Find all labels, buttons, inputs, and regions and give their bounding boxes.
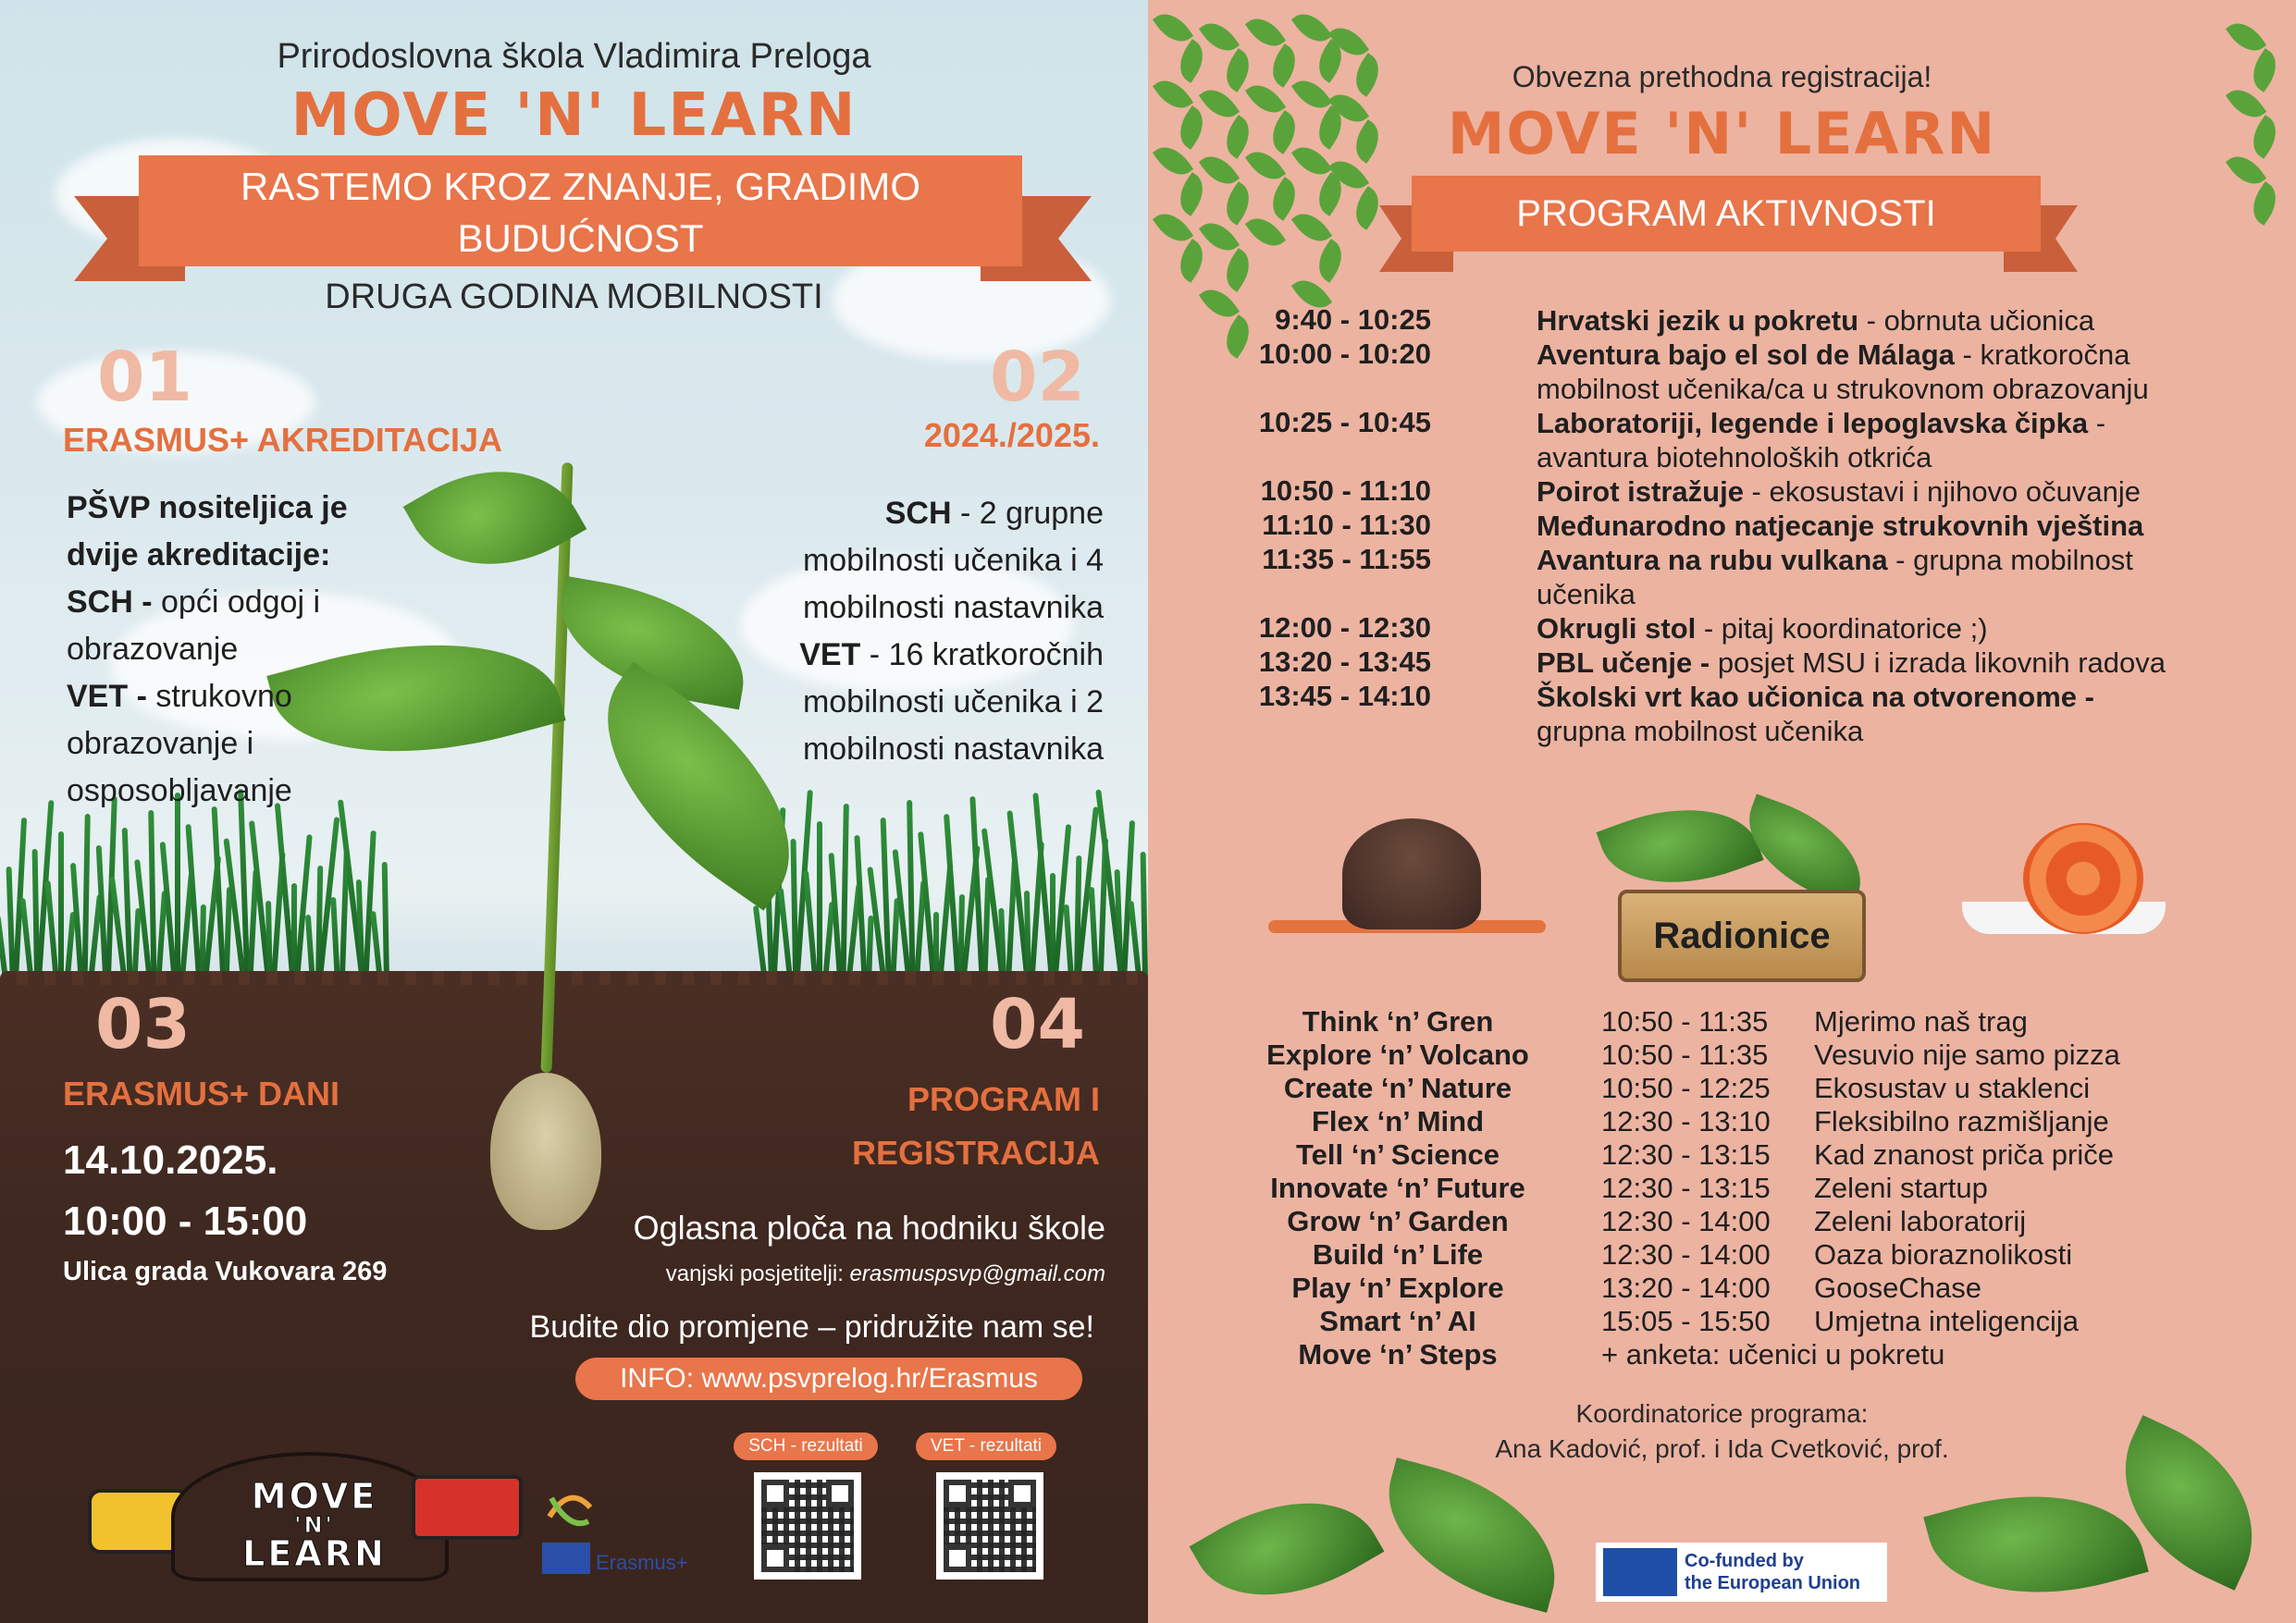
workshop-row [1148,1039,2296,1072]
slogan-ribbon [139,155,1022,266]
schedule-time: 12:00 - 12:30 [1258,611,1431,644]
workshop-time: 12:30 - 13:15 [1601,1172,1771,1204]
workshop-row [1148,1272,2296,1305]
leaf-decoration [1190,1463,1385,1623]
workshop-time: 13:20 - 14:00 [1601,1272,1771,1304]
vet-label: VET [799,637,861,672]
section-title: ERASMUS+ AKREDITACIJA [63,421,503,459]
workshop-time: 10:50 - 12:25 [1601,1072,1771,1104]
workshop-row [1148,1338,2296,1371]
qr-label: VET - rezultati [916,1432,1056,1460]
activity-detail: - obrnuta učionica [1858,304,2095,337]
workshop-row [1148,1205,2296,1238]
workshop-title: Umjetna inteligencija [1814,1305,2080,1337]
activity-detail: - kratkoročna [1954,338,2130,371]
text-line: - 2 grupne [951,496,1104,531]
eu-text [1685,1550,1860,1594]
coordinators [1148,1396,2296,1467]
qr-code-vet[interactable] [936,1472,1043,1580]
sch-label: SCH - [67,584,153,620]
mobility-text [715,490,1104,773]
workshop-name: Build ‘n’ Life [1312,1238,1484,1271]
workshop-name: Smart ‘n’ AI [1319,1305,1476,1337]
activity-title: PBL učenje - [1537,646,1710,679]
title-line: PROGRAM I [907,1080,1100,1118]
section-number: 02 [990,338,1085,417]
activity-title: Međunarodno natjecanje strukovnih vještina [1537,510,2144,542]
text-line: opći odgoj i [152,584,321,620]
activity-title: Poirot istražuje [1537,475,1744,508]
eu-cofunded-badge [1596,1543,1887,1602]
activity-title: Avantura na rubu vulkana [1537,544,1888,576]
logo-line: MOVE [251,1476,378,1517]
workshop-name: Move ‘n’ Steps [1298,1338,1498,1371]
workshop-time: 12:30 - 14:00 [1601,1205,1771,1237]
leaf-decoration [1923,1465,2149,1623]
workshops-sign: Radionice [1618,890,1866,982]
activity-detail-line: grupna mobilnost učenika [1537,715,1864,747]
erasmus-logo-icon [542,1480,598,1535]
activity-detail: - [2088,407,2106,439]
slogan-line: RASTEMO KROZ ZNANJE, GRADIMO [240,165,921,208]
move-n-learn-logo [60,1378,523,1591]
workshop-title: Fleksibilno razmišljanje [1814,1105,2109,1137]
schedule-time: 10:00 - 10:20 [1258,338,1431,370]
workshop-title: Zeleni startup [1814,1172,1988,1204]
email-link[interactable]: erasmuspsvp@gmail.com [849,1261,1105,1286]
section-number: 04 [990,985,1085,1064]
activity-title: Školski vrt kao učionica na otvorenome - [1537,681,2094,713]
schedule-description [1537,406,2277,474]
workshop-title: Ekosustav u staklenci [1814,1072,2091,1104]
workshop-title: GooseChase [1814,1272,1981,1304]
workshop-time: 10:50 - 11:35 [1601,1039,1769,1071]
train-icon [412,1475,523,1540]
activity-detail: posjet MSU i izrada likovnih radova [1710,646,2166,679]
text-line: strukovno [146,679,292,714]
workshop-title: Oaza bioraznolikosti [1814,1238,2073,1271]
workshop-row [1148,1305,2296,1338]
workshop-name: Explore ‘n’ Volcano [1266,1039,1529,1071]
call-to-action: Budite dio promjene – pridružite nam se! [529,1309,1094,1345]
workshop-time: 12:30 - 14:00 [1601,1238,1771,1271]
schedule-description [1537,509,2277,543]
title-line: REGISTRACIJA [851,1134,1100,1172]
workshop-row [1148,1138,2296,1172]
snail-shell-icon [2023,823,2143,934]
school-name: Prirodoslovna škola Vladimira Preloga [277,37,871,76]
workshop-time: 10:50 - 11:35 [1601,1005,1769,1038]
section-title: ERASMUS+ DANI [63,1075,340,1113]
event-time: 10:00 - 15:00 [63,1199,308,1244]
grass-decoration [0,786,389,999]
workshop-name: Innovate ‘n’ Future [1270,1172,1525,1204]
info-link[interactable]: INFO: www.psvprelog.hr/Erasmus [575,1358,1082,1400]
schedule-time: 10:50 - 11:10 [1260,474,1431,507]
activity-title: Okrugli stol [1537,612,1697,645]
workshop-name: Tell ‘n’ Science [1296,1138,1500,1171]
activity-title: Hrvatski jezik u pokretu [1537,304,1859,337]
mobility-year: DRUGA GODINA MOBILNOSTI [325,277,823,316]
registration-notice: Obvezna prethodna registracija! [1512,60,1932,93]
activity-detail-line: avantura biotehnoloških otkrića [1537,441,1932,473]
activity-detail: - pitaj koordinatorice ;) [1696,612,1988,645]
eu-line: the European Union [1685,1573,1860,1593]
section-title [852,1073,1100,1180]
schedule-description [1537,611,2277,646]
schedule-time: 10:25 - 10:45 [1258,406,1431,438]
logo-line: 'N' [294,1512,335,1538]
activity-detail-line: učenika [1537,578,1636,610]
workshop-name: Flex ‘n’ Mind [1311,1105,1484,1137]
workshop-title: Zeleni laboratorij [1814,1205,2027,1237]
eu-flag-icon [542,1543,590,1574]
workshop-row [1148,1105,2296,1138]
schedule-description [1537,646,2277,680]
schedule-description [1537,474,2277,509]
program-ribbon: PROGRAM AKTIVNOSTI [1412,176,2041,252]
text-line: dvije akreditacije: [67,537,331,572]
schedule-description [1537,303,2277,338]
workshop-row [1148,1005,2296,1039]
workshop-name: Think ‘n’ Gren [1302,1005,1494,1038]
schedule-description [1537,543,2277,611]
logo-line: LEARN [242,1533,387,1574]
schedule-time: 13:45 - 14:10 [1258,680,1431,712]
notice-board: Oglasna ploča na hodniku škole [633,1209,1105,1247]
coord-names: Ana Kadović, prof. i Ida Cvetković, prof. [1495,1434,1949,1463]
workshop-time: 12:30 - 13:15 [1601,1138,1771,1171]
schedule-description [1537,680,2277,748]
logo-text [213,1476,416,1574]
event-date: 14.10.2025. [63,1137,278,1183]
schedule-time: 13:20 - 13:45 [1258,646,1431,678]
section-number: 01 [97,338,192,417]
text-line: mobilnosti učenika i 2 [802,684,1104,719]
leaf-decoration [1368,1457,1575,1613]
text-line: obrazovanje i [67,726,254,761]
workshop-row [1148,1238,2296,1272]
workshop-name: Create ‘n’ Nature [1283,1072,1512,1104]
workshop-name: Grow ‘n’ Garden [1287,1205,1509,1237]
section-number: 03 [95,985,191,1064]
text-line: osposobljavanje [67,773,292,808]
workshop-name: Play ‘n’ Explore [1291,1272,1504,1304]
text-line: mobilnosti nastavnika [802,590,1104,625]
workshop-row [1148,1172,2296,1205]
right-panel [1148,0,2296,1623]
brand-title: MOVE 'N' LEARN [1447,100,1997,167]
mole-icon [1342,818,1481,929]
text-line: PŠVP nositeljica je [67,490,348,525]
vet-label: VET - [67,679,147,714]
text-line: mobilnosti nastavnika [802,732,1104,767]
text-line: - 16 kratkoročnih [860,637,1104,672]
slogan-line: BUDUĆNOST [457,216,704,260]
activity-detail: - grupna mobilnost [1887,544,2133,576]
coord-label: Koordinatorice programa: [1575,1399,1869,1428]
event-address: Ulica grada Vukovara 269 [63,1257,388,1286]
workshop-time: 12:30 - 13:10 [1601,1105,1771,1137]
activity-detail: - ekosustavi i njihovo očuvanje [1743,475,2142,508]
erasmus-label: Erasmus+ [596,1551,688,1574]
plant-bulb [490,1073,601,1230]
activity-detail-line: mobilnost učenika/ca u strukovnom obrazovanju [1537,373,2149,405]
eu-flag-icon [1603,1548,1677,1596]
visitors-label: vanjski posjetitelji: [665,1261,850,1286]
workshop-title: Vesuvio nije samo pizza [1814,1039,2120,1071]
qr-code-sch[interactable] [754,1472,861,1580]
schedule-time: 11:35 - 11:55 [1262,543,1431,575]
section-title: 2024./2025. [923,416,1100,454]
workshop-time: + anketa: učenici u pokretu [1601,1338,1945,1371]
qr-label: SCH - rezultati [734,1432,878,1460]
eu-line: Co-funded by [1685,1551,1804,1571]
schedule-time: 11:10 - 11:30 [1262,509,1431,541]
activity-title: Aventura bajo el sol de Málaga [1537,338,1955,371]
text-line: mobilnosti učenika i 4 [802,543,1104,578]
workshop-title: Mjerimo naš trag [1814,1005,2028,1038]
schedule-description [1537,338,2277,406]
workshop-time: 15:05 - 15:50 [1601,1305,1771,1337]
accreditation-text [67,485,437,815]
brand-title: MOVE 'N' LEARN [290,81,858,150]
schedule-time: 9:40 - 10:25 [1275,303,1431,336]
visitors-contact [666,1250,1105,1297]
activity-title: Laboratoriji, legende i lepoglavska čipka [1537,407,2089,439]
workshop-row [1148,1072,2296,1105]
grass-decoration [759,786,1148,999]
text-line: obrazovanje [67,632,239,667]
workshop-title: Kad znanost priča priče [1814,1138,2114,1171]
sch-label: SCH [884,496,952,531]
